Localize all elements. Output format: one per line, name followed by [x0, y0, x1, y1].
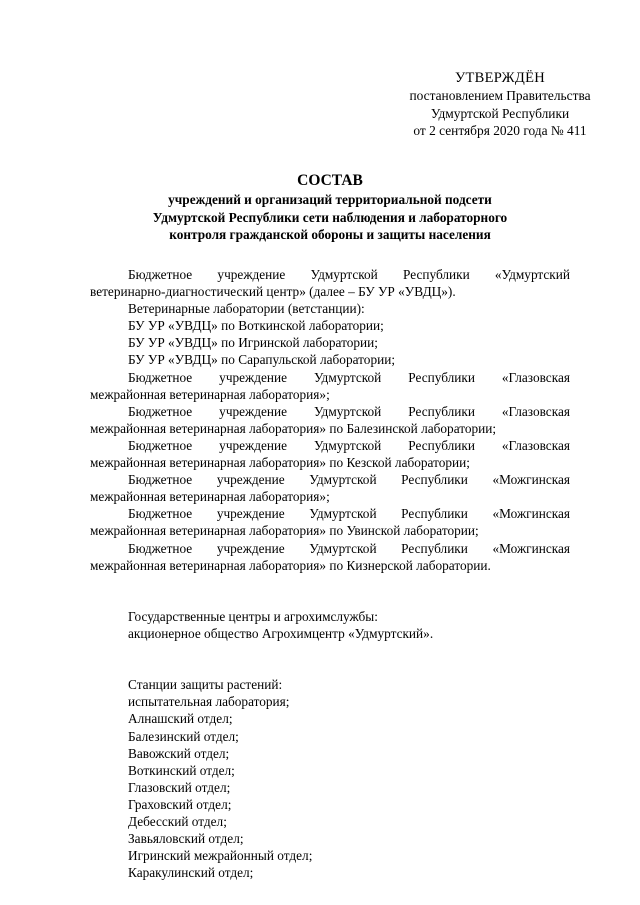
document-subtitle-line: Удмуртской Республики сети наблюдения и лабораторного — [152, 209, 508, 225]
list-item: Завьяловский отдел; — [128, 831, 244, 847]
list-item: Алнашский отдел; — [128, 711, 233, 727]
list-item: Вавожский отдел; — [128, 745, 230, 761]
approval-title: УТВЕРЖДЁН — [454, 70, 546, 86]
paragraph-line: межрайонная ветеринарная лаборатория» по Кезской лаборатории; — [90, 455, 470, 471]
blank-line — [90, 642, 570, 659]
paragraph-line: Бюджетное учреждение Удмуртской Республики «Можгинская — [128, 540, 570, 556]
paragraph-line: Бюджетное учреждение Удмуртской Республики «Глазовская — [128, 369, 570, 385]
list-item: Балезинский отдел; — [128, 728, 239, 744]
paragraph-line: межрайонная ветеринарная лаборатория» по Балезинской лаборатории; — [90, 420, 497, 436]
list-item: Дебесский отдел; — [128, 814, 227, 829]
list-item: Игринский межрайонный отдел; — [128, 848, 313, 864]
blank-line — [90, 591, 570, 608]
paragraph-line: Бюджетное учреждение Удмуртской Республики «Глазовская — [128, 403, 570, 419]
document-subtitle-line: контроля гражданской обороны и защиты населения — [169, 227, 491, 242]
document-body — [90, 266, 570, 881]
blank-line — [90, 659, 570, 676]
approval-line: от 2 сентября 2020 года № 411 — [413, 122, 587, 138]
blank-line — [90, 574, 570, 591]
paragraph-line: Бюджетное учреждение Удмуртской Республики «Глазовская — [128, 437, 570, 453]
paragraph-line: межрайонная ветеринарная лаборатория» по Увинской лаборатории; — [90, 523, 479, 539]
paragraph-line: межрайонная ветеринарная лаборатория» по Кизнерской лаборатории. — [90, 557, 491, 573]
paragraph-line: Бюджетное учреждение Удмуртской Республики «Можгинская — [128, 472, 570, 488]
paragraph-line: межрайонная ветеринарная лаборатория»; — [90, 386, 330, 402]
list-item: Воткинский отдел; — [128, 762, 235, 778]
document-heading — [90, 171, 570, 244]
document-subtitle-line: учреждений и организаций территориальной подсети — [168, 192, 492, 207]
list-item: БУ УР «УВДЦ» по Воткинской лаборатории; — [128, 318, 384, 334]
section-header: Ветеринарные лаборатории (ветстанции): — [128, 301, 365, 317]
list-item: акционерное общество Агрохимцентр «Удмуртский». — [128, 625, 434, 641]
list-item: БУ УР «УВДЦ» по Сарапульской лаборатории; — [128, 352, 396, 368]
paragraph-line: межрайонная ветеринарная лаборатория»; — [90, 489, 330, 505]
section-header: Станции защиты растений: — [128, 677, 283, 693]
list-item: Каракулинский отдел; — [128, 865, 254, 881]
section-header: Государственные центры и агрохимслужбы: — [128, 608, 378, 624]
paragraph-line: Бюджетное учреждение Удмуртской Республики «Можгинская — [128, 506, 570, 522]
paragraph-line: Бюджетное учреждение Удмуртской Республики «Удмуртский — [128, 267, 570, 282]
approval-line: Удмуртской Республики — [430, 105, 570, 121]
list-item: Глазовский отдел; — [128, 779, 231, 795]
list-item: Граховский отдел; — [128, 796, 232, 812]
list-item: БУ УР «УВДЦ» по Игринской лаборатории; — [128, 335, 378, 351]
list-item: испытательная лаборатория; — [128, 694, 290, 710]
document-title: СОСТАВ — [297, 172, 363, 189]
paragraph-line: ветеринарно-диагностический центр» (далее – БУ УР «УВДЦ»). — [90, 284, 456, 300]
approval-line: постановлением Правительства — [409, 88, 591, 104]
approval-stamp — [390, 70, 610, 139]
